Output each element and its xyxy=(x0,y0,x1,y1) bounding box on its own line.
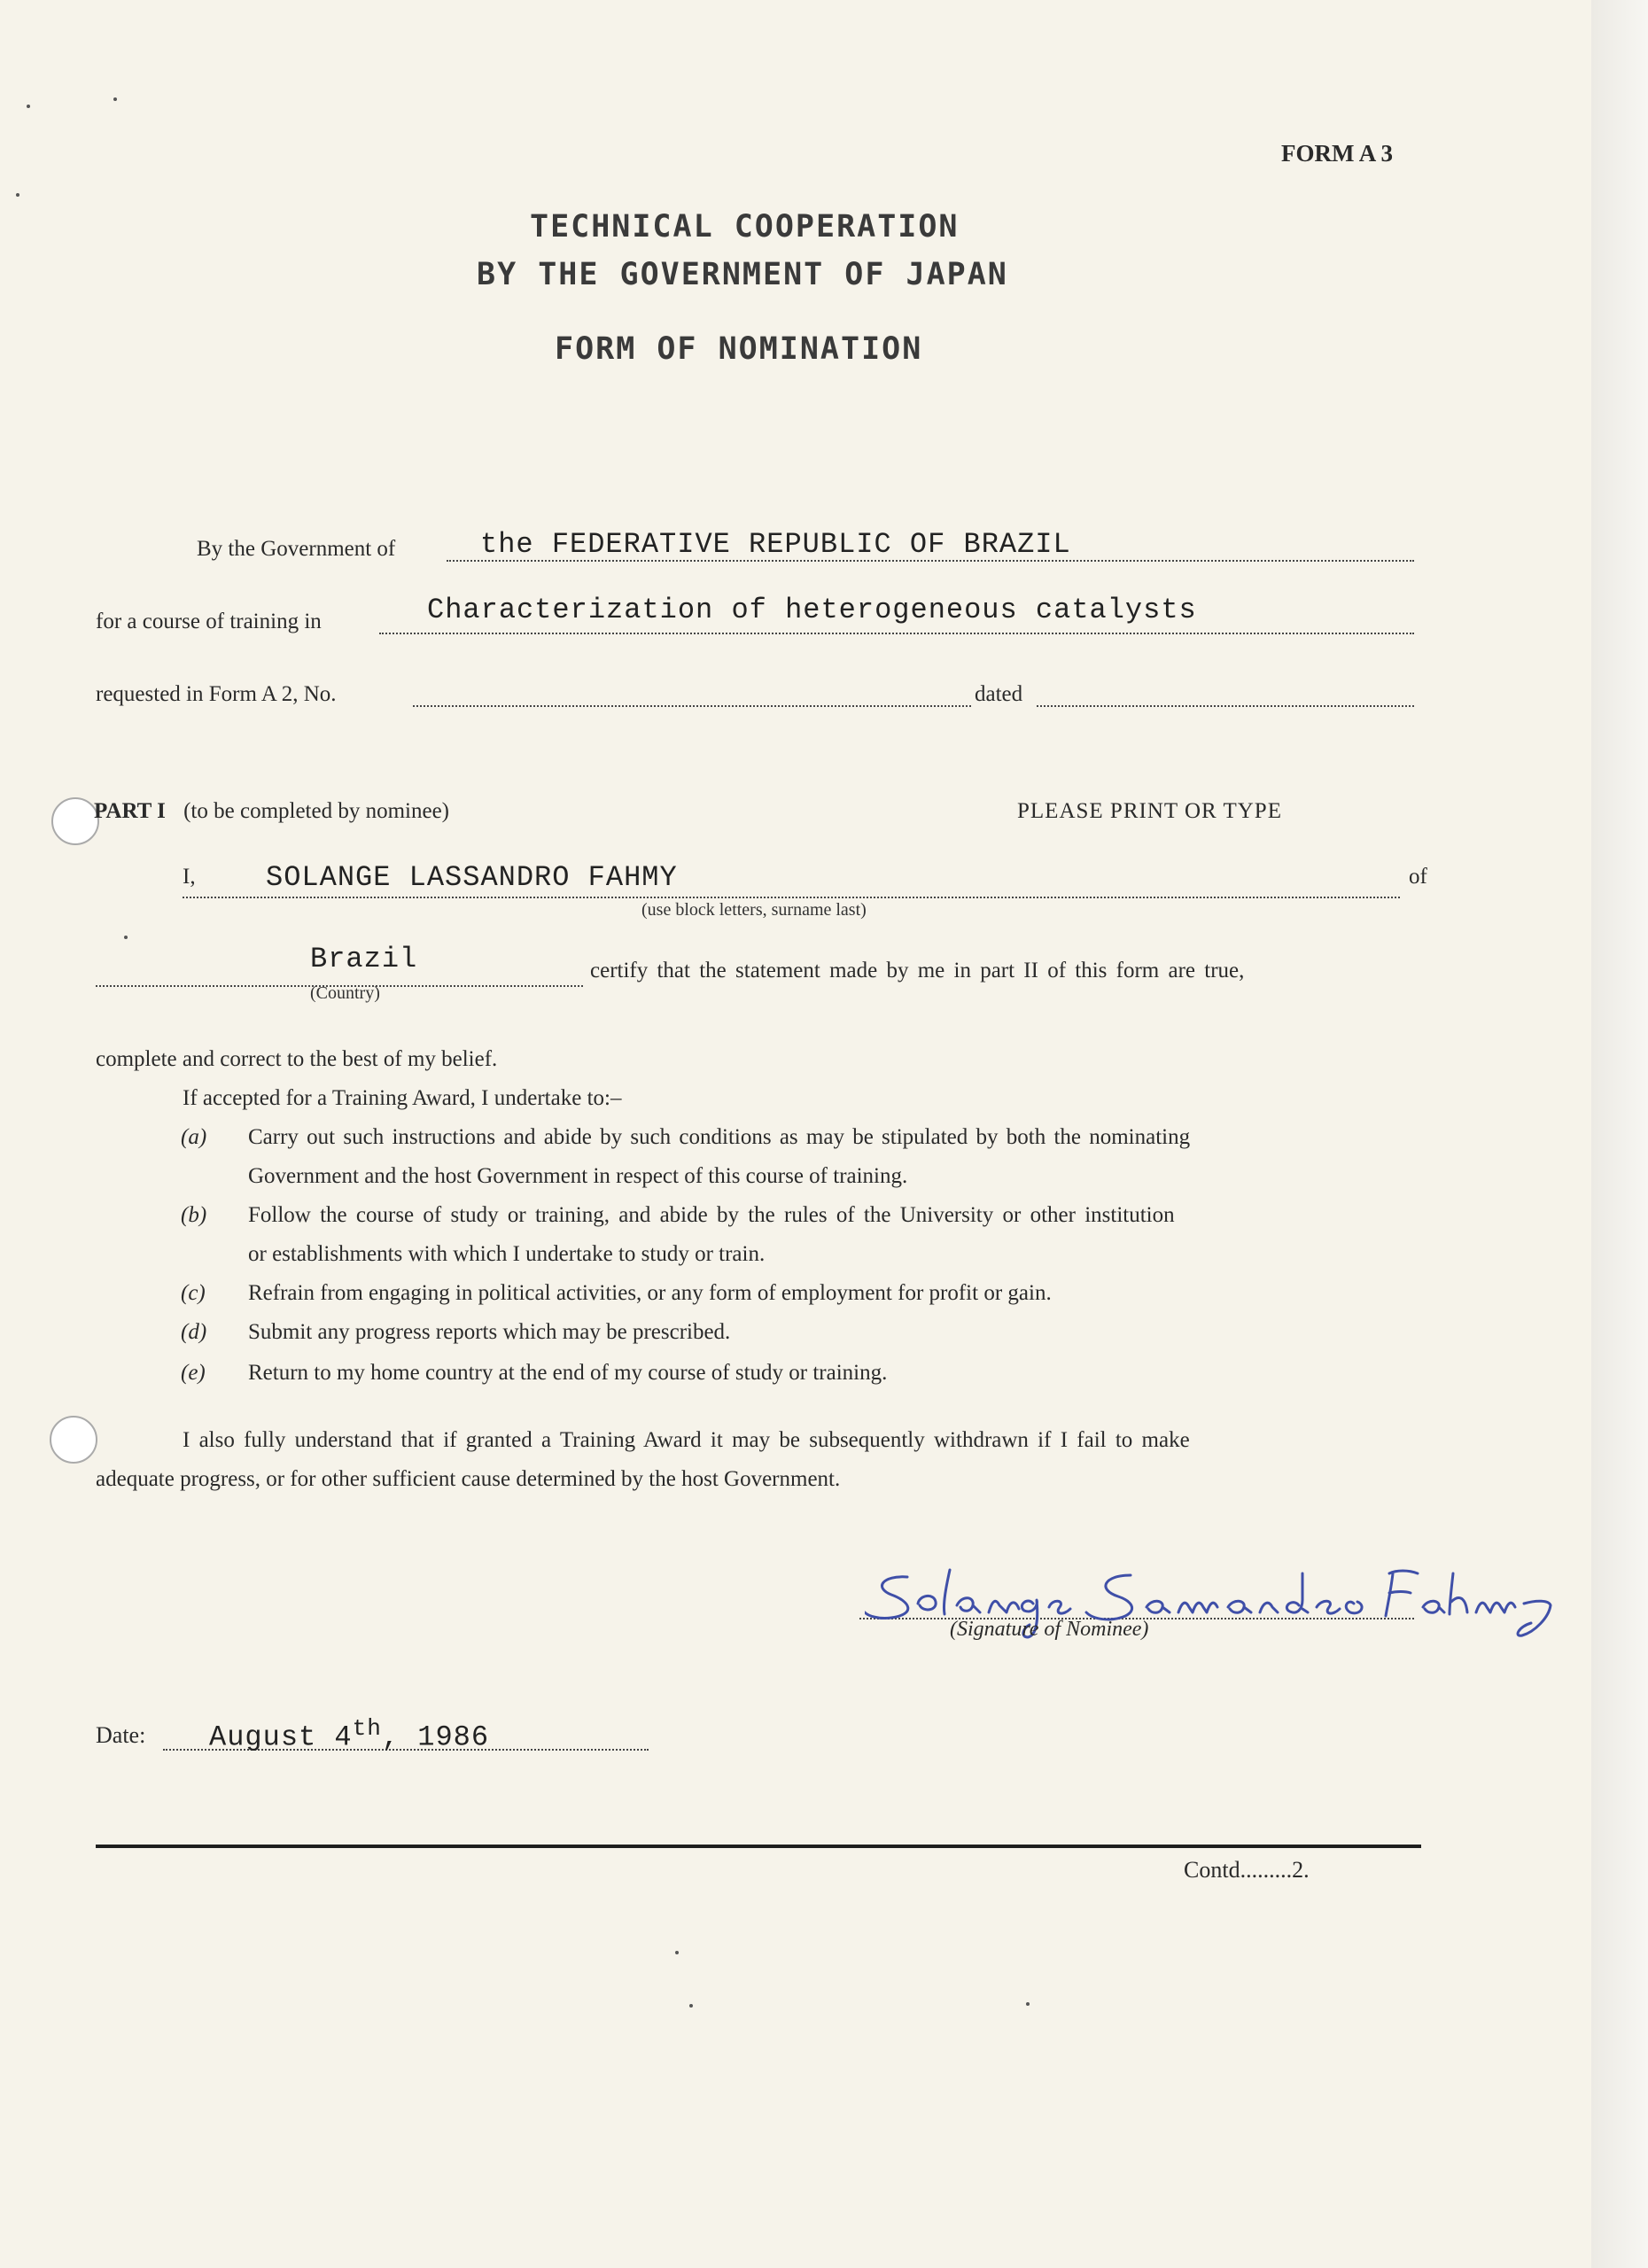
date-value-main: August 4 xyxy=(209,1720,353,1754)
title-line-1: TECHNICAL COOPERATION xyxy=(530,209,960,245)
paper-speck xyxy=(16,193,19,197)
date-value-suffix: th xyxy=(352,1715,382,1742)
dated-dotted-line xyxy=(1037,705,1414,707)
name-caption: (use block letters, surname last) xyxy=(641,900,867,920)
print-or-type-note: PLEASE PRINT OR TYPE xyxy=(1017,799,1282,823)
country-value: Brazil xyxy=(310,943,418,975)
withdraw-line-2: adequate progress, or for other sufficient cause determined by the host Government. xyxy=(96,1467,841,1491)
nominee-name: SOLANGE LASSANDRO FAHMY xyxy=(266,861,678,894)
clause-e-letter: (e) xyxy=(181,1361,206,1385)
belief-text: complete and correct to the best of my belief. xyxy=(96,1047,498,1071)
government-value: the FEDERATIVE REPUBLIC OF BRAZIL xyxy=(480,528,1071,561)
certify-text: certify that the statement made by me in part II of this form are true, xyxy=(590,959,1245,983)
i-label: I, xyxy=(183,865,196,889)
date-value xyxy=(209,1715,489,1754)
course-label: for a course of training in xyxy=(96,610,322,633)
clause-d-letter: (d) xyxy=(181,1320,207,1344)
undertake-intro: If accepted for a Training Award, I undertake to:– xyxy=(183,1086,622,1110)
clause-b-line2: or establishments with which I undertake to study or train. xyxy=(248,1242,766,1266)
course-dotted-line xyxy=(379,633,1414,634)
of-label: of xyxy=(1409,865,1427,889)
government-label: By the Government of xyxy=(197,537,396,561)
part1-title: PART I xyxy=(94,799,166,823)
part1-heading xyxy=(94,799,449,824)
bottom-rule xyxy=(96,1845,1421,1848)
form-number: FORM A 3 xyxy=(1281,140,1393,167)
date-label: Date: xyxy=(96,1722,146,1748)
country-caption: (Country) xyxy=(310,983,380,1003)
paper-speck xyxy=(675,1951,679,1954)
punch-hole-upper xyxy=(51,797,99,845)
clause-c-letter: (c) xyxy=(181,1281,206,1305)
clause-b-line1: Follow the course of study or training, and abide by the rules of the University or other institution xyxy=(248,1203,1175,1227)
paper-speck xyxy=(124,936,128,939)
withdraw-line-1: I also fully understand that if granted a Training Award it may be subsequently withdrawn if I fail to make xyxy=(183,1428,1190,1452)
course-value: Characterization of heterogeneous catalysts xyxy=(427,594,1197,626)
name-dotted-line xyxy=(183,897,1400,898)
title-line-2: BY THE GOVERNMENT OF JAPAN xyxy=(477,257,1008,292)
paper-speck xyxy=(1026,2002,1030,2006)
clause-a-letter: (a) xyxy=(181,1125,207,1149)
clause-c-line1: Refrain from engaging in political activities, or any form of employment for profit or gain. xyxy=(248,1281,1052,1305)
paper-speck xyxy=(27,105,30,108)
form-subtitle: FORM OF NOMINATION xyxy=(555,331,923,367)
signature-caption: (Signature of Nominee) xyxy=(950,1618,1149,1641)
clause-b-letter: (b) xyxy=(181,1203,207,1227)
part1-note: (to be completed by nominee) xyxy=(183,799,450,823)
clause-a-line1: Carry out such instructions and abide by such conditions as may be stipulated by both the nominating xyxy=(248,1125,1191,1149)
paper-edge-shadow xyxy=(1591,0,1648,2268)
request-number-dotted-line xyxy=(413,705,971,707)
punch-hole-lower xyxy=(50,1416,97,1464)
paper-speck xyxy=(689,2004,693,2008)
continued-note: Contd.........2. xyxy=(1184,1857,1310,1883)
paper-speck xyxy=(113,97,117,101)
clause-a-line2: Government and the host Government in respect of this course of training. xyxy=(248,1164,908,1188)
request-label: requested in Form A 2, No. xyxy=(96,682,337,706)
dated-label: dated xyxy=(975,682,1023,706)
clause-e-line1: Return to my home country at the end of my course of study or training. xyxy=(248,1361,888,1385)
clause-d-line1: Submit any progress reports which may be prescribed. xyxy=(248,1320,731,1344)
date-value-year: , 1986 xyxy=(381,1720,490,1754)
